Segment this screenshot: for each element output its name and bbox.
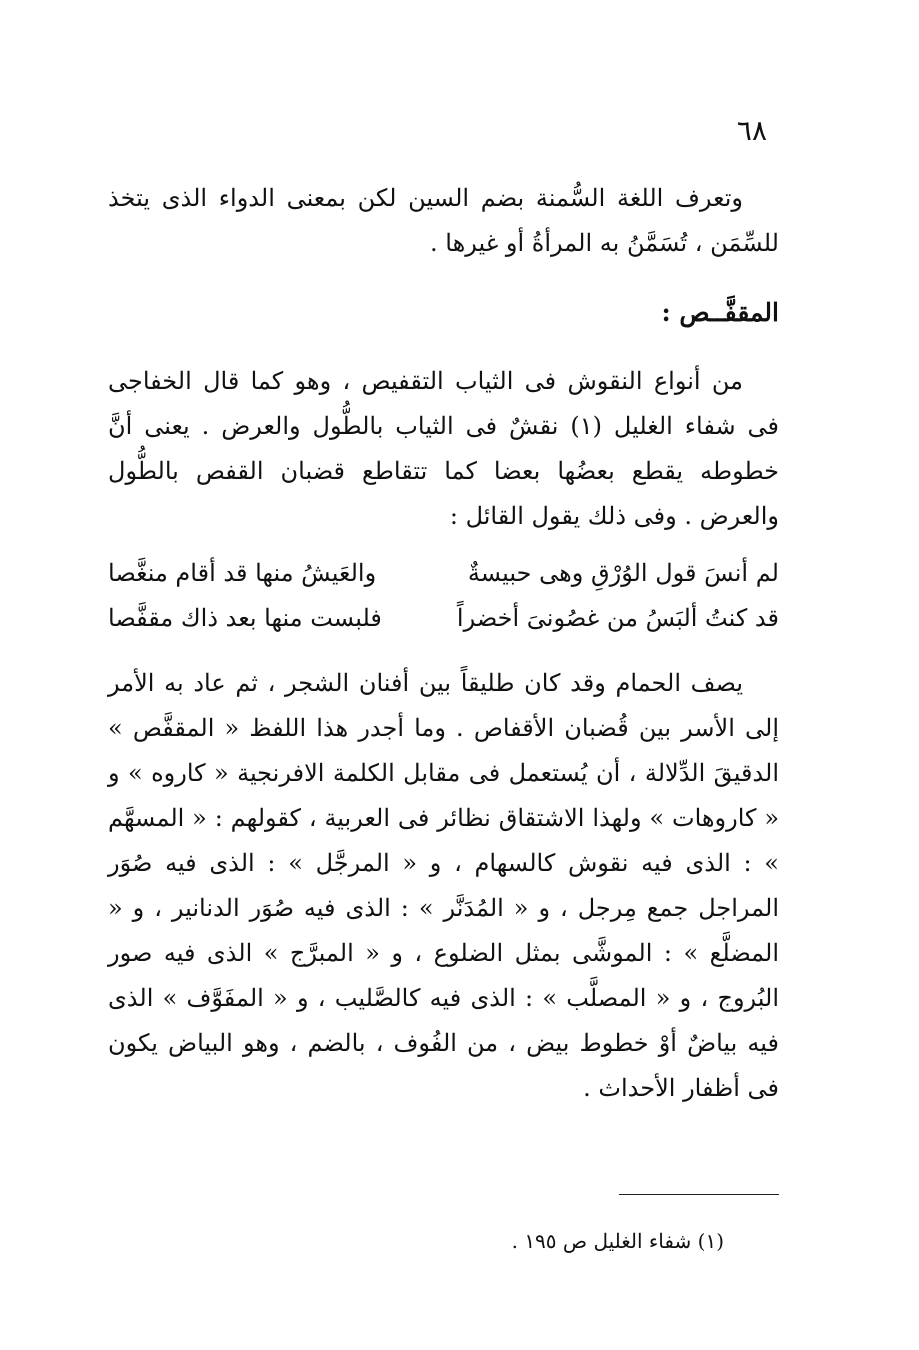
verse-second-hemistich: فلبست منها بعد ذاك مقفَّصا: [108, 604, 382, 632]
footnote-divider: [619, 1194, 779, 1195]
verse-second-hemistich: والعَيشُ منها قد أقام منغَّصا: [108, 559, 377, 587]
paragraph-taqfis: من أنواع النقوش فى الثياب التقفيص ، وهو كما قال الخفاجى فى شفاء الغليل (١) نقشٌ فى الثياب بالطُّول والعرض . يعنى أنَّ خطوطه يقطع بعضُها بعضا كما تتقاطع قضبان القفص بالطُّول والعرض . وفى ذلك يقول القائل :: [108, 367, 780, 530]
poem-verse: [108, 596, 779, 641]
section-heading: المقفَّــص :: [661, 298, 779, 327]
verse-first-hemistich: قد كنتُ ألبَسُ من غصُونىَ أخضراً: [456, 604, 779, 632]
paragraph-explanation: يصف الحمام وقد كان طليقاً بين أفنان الشجر ، ثم عاد به الأمر إلى الأسر بين قُضبان الأقفاص . وما أجدر هذا اللفظ « المقفَّص » الدقيقَ الدِّلالة ، أن يُستعمل فى مقابل الكلمة الافرنجية « كاروه » و « كاروهات » ولهذا الاشتقاق نظائر فى العربية ، كقولهم : « المسهَّم » : الذى فيه نقوش كالسهام ، و « المرجَّل » : الذى فيه صُوَر المراجل جمع مِرجل ، و « المُدَنَّر » : الذى فيه صُوَر الدنانير ، و « المضلَّع » : الموشَّى بمثل الضلوع ، و « المبرَّج » الذى فيه صور البُروج ، و « المصلَّب » : الذى فيه كالصَّليب ، و « المفَوَّف » الذى فيه بياضٌ أوْ خطوط بيض ، من الفُوف ، بالضم ، وهو البياض يكون فى أظفار الأحداث .: [108, 669, 780, 1102]
paragraph-sumna: وتعرف اللغة السُّمنة بضم السين لكن بمعنى الدواء الذى يتخذ للسِّمَن ، تُسَمَّنُ به المرأةُ أو غيرها .: [108, 184, 779, 257]
page-number: ٦٨: [736, 114, 767, 147]
poem-verse: [108, 551, 779, 596]
footnote: (١) شفاء الغليل ص ١٩٥ .: [511, 1229, 724, 1253]
page-body: [108, 176, 779, 1111]
poem: [108, 551, 779, 641]
verse-first-hemistich: لم أنسَ قول الوُرْقِ وهى حبيسةٌ: [467, 559, 779, 587]
